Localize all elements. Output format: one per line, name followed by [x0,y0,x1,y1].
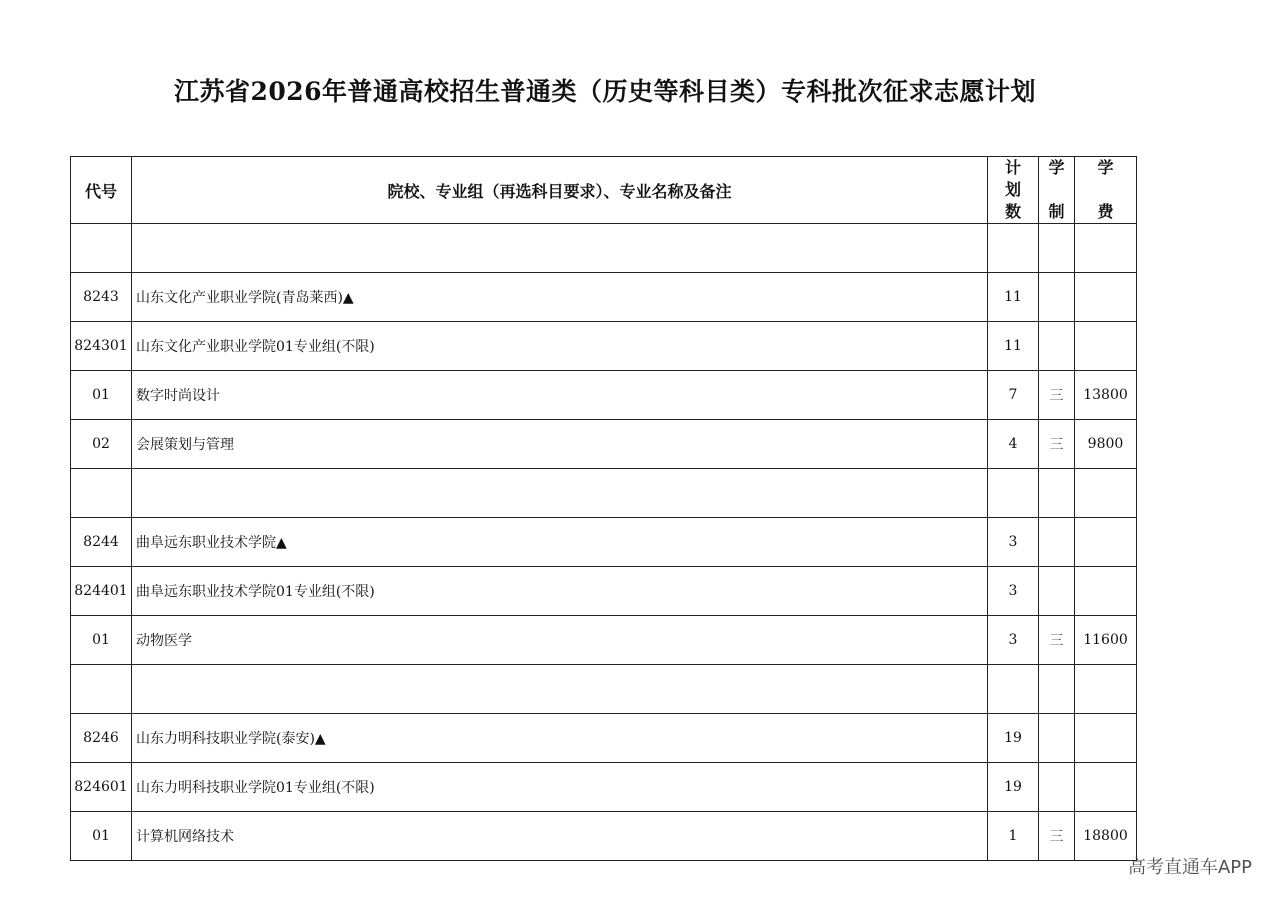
cell-code: 02 [71,420,132,469]
cell-plan: 3 [988,616,1039,665]
cell-code [71,665,132,714]
cell-code: 8243 [71,273,132,322]
table-row [71,616,1137,665]
cell-fee [1075,567,1137,616]
header-plan-char: 数 [1004,202,1021,221]
cell-duration: 三 [1039,420,1075,469]
cell-duration [1039,518,1075,567]
cell-name: 山东力明科技职业学院(泰安)▲ [132,714,988,763]
table-row [71,322,1137,371]
table-row [71,518,1137,567]
cell-name: 曲阜远东职业技术学院▲ [132,518,988,567]
header-plan-char: 划 [1004,180,1021,199]
cell-fee [1075,763,1137,812]
cell-plan [988,224,1039,273]
header-plan-char: 计 [1004,158,1021,177]
cell-code: 8246 [71,714,132,763]
cell-duration [1039,763,1075,812]
cell-plan: 7 [988,371,1039,420]
cell-code: 01 [71,812,132,861]
cell-fee: 18800 [1075,812,1137,861]
cell-name: 山东力明科技职业学院01专业组(不限) [132,763,988,812]
cell-plan: 4 [988,420,1039,469]
cell-fee [1075,322,1137,371]
table-row [71,273,1137,322]
page-title: 江苏省2026年普通高校招生普通类（历史等科目类）专科批次征求志愿计划 [173,77,1037,106]
header-fee [1075,157,1137,224]
cell-duration: 三 [1039,812,1075,861]
cell-name: 数字时尚设计 [132,371,988,420]
cell-plan [988,469,1039,518]
cell-fee [1075,469,1137,518]
cell-code: 8244 [71,518,132,567]
cell-name: 山东文化产业职业学院01专业组(不限) [132,322,988,371]
cell-name: 动物医学 [132,616,988,665]
cell-fee [1075,224,1137,273]
table-row [71,714,1137,763]
cell-plan: 11 [988,322,1039,371]
cell-code: 824301 [71,322,132,371]
watermark-text: 高考直通车APP [1127,857,1252,878]
enrollment-plan-table [70,156,1137,861]
table-row [71,763,1137,812]
table-row [71,224,1137,273]
cell-duration [1039,224,1075,273]
header-duration-char: 制 [1048,202,1065,221]
cell-plan: 3 [988,567,1039,616]
header-fee-char: 费 [1097,202,1114,221]
cell-fee: 13800 [1075,371,1137,420]
cell-name: 山东文化产业职业学院(青岛莱西)▲ [132,273,988,322]
header-code: 代号 [71,157,132,224]
header-duration-char: 学 [1048,158,1065,177]
cell-code: 01 [71,616,132,665]
cell-duration [1039,322,1075,371]
cell-fee [1075,665,1137,714]
cell-plan: 1 [988,812,1039,861]
cell-fee [1075,273,1137,322]
cell-duration [1039,273,1075,322]
cell-code [71,224,132,273]
cell-fee [1075,714,1137,763]
cell-duration [1039,665,1075,714]
table-row [71,567,1137,616]
cell-code [71,469,132,518]
table-row [71,420,1137,469]
table-row [71,812,1137,861]
cell-plan: 19 [988,763,1039,812]
cell-name [132,469,988,518]
cell-name: 会展策划与管理 [132,420,988,469]
cell-plan: 3 [988,518,1039,567]
cell-plan: 19 [988,714,1039,763]
cell-name [132,224,988,273]
cell-duration [1039,567,1075,616]
table-header-row [71,157,1137,224]
table-row [71,371,1137,420]
cell-fee: 9800 [1075,420,1137,469]
cell-fee: 11600 [1075,616,1137,665]
cell-plan [988,665,1039,714]
cell-code: 824601 [71,763,132,812]
cell-duration [1039,714,1075,763]
cell-code: 01 [71,371,132,420]
cell-duration [1039,469,1075,518]
header-plan [988,157,1039,224]
cell-duration: 三 [1039,371,1075,420]
header-name: 院校、专业组（再选科目要求）、专业名称及备注 [132,157,988,224]
cell-code: 824401 [71,567,132,616]
table-row [71,665,1137,714]
cell-plan: 11 [988,273,1039,322]
cell-name: 曲阜远东职业技术学院01专业组(不限) [132,567,988,616]
cell-fee [1075,518,1137,567]
cell-name: 计算机网络技术 [132,812,988,861]
cell-duration: 三 [1039,616,1075,665]
header-duration [1039,157,1075,224]
header-fee-char: 学 [1097,158,1114,177]
cell-name [132,665,988,714]
table-row [71,469,1137,518]
